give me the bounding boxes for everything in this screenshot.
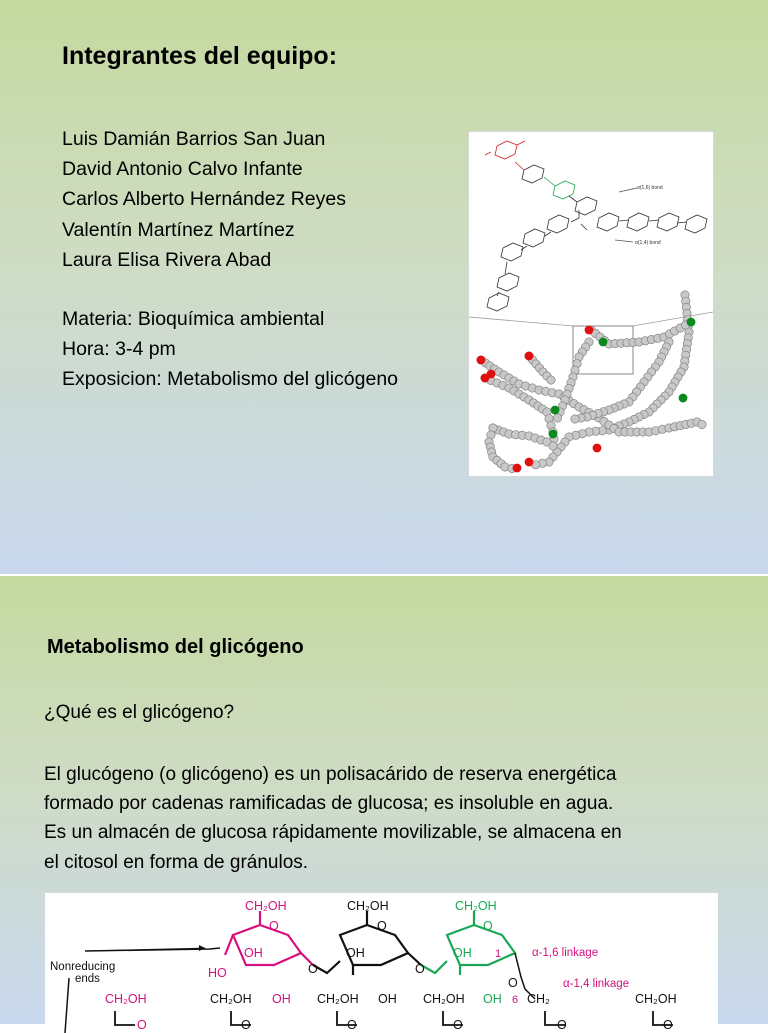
bottom-ring-fragments xyxy=(115,1011,673,1025)
label-ch2oh-2: CH₂OH xyxy=(347,899,389,913)
team-member: David Antonio Calvo Infante xyxy=(62,158,303,181)
label-ch2: CH₂ xyxy=(527,992,550,1006)
glucose-bead xyxy=(698,420,706,428)
paragraph-line: Es un almacén de glucosa rápidamente movilizable, se almacena en xyxy=(44,822,622,844)
label-nonreducing-1: Nonreducing xyxy=(50,961,116,973)
label-ring-o-3: O xyxy=(483,919,493,933)
label-glyco-o-2: O xyxy=(415,962,425,976)
glycogen-illustration xyxy=(469,132,713,476)
label-ch2oh-b3: CH₂OH xyxy=(317,992,359,1006)
slide-glycogen-metabolism xyxy=(0,576,768,1032)
label-glyco-o-1: O xyxy=(308,962,318,976)
glucose-bead xyxy=(549,442,557,450)
label-ring-o-1: O xyxy=(269,919,279,933)
label-o-b1: O xyxy=(137,1018,147,1032)
definition-paragraph xyxy=(44,760,744,877)
bond-14-label: α(1,4) bond xyxy=(635,240,661,246)
glucose-bead xyxy=(553,414,561,422)
label-oh-ring-3: OH xyxy=(453,946,472,960)
branch-point-bead xyxy=(599,338,608,347)
branch-point-bead xyxy=(551,406,560,415)
label-ho: HO xyxy=(208,966,227,980)
course-info xyxy=(62,304,398,394)
question-heading: ¿Qué es el glicógeno? xyxy=(44,702,235,723)
label-ring-o-2: O xyxy=(377,919,387,933)
label-ch2oh-b2: CH₂OH xyxy=(210,992,252,1006)
label-o-b2: O xyxy=(241,1018,251,1032)
label-ch2oh-b5: CH₂OH xyxy=(635,992,677,1006)
branch-point-bead xyxy=(679,394,688,403)
team-member: Valentín Martínez Martínez xyxy=(62,218,295,241)
branch-bonds xyxy=(65,948,535,1033)
label-alpha16: α-1,6 linkage xyxy=(532,947,599,959)
label-oh-ring-2: OH xyxy=(346,946,365,960)
label-carbon-6: 6 xyxy=(512,994,519,1006)
nonreducing-end-bead xyxy=(585,326,594,335)
label-ch2oh-b4: CH₂OH xyxy=(423,992,465,1006)
course-subject: Materia: Bioquímica ambiental xyxy=(62,308,325,330)
branch-point-bead xyxy=(687,318,696,327)
label-ch2oh-1: CH₂OH xyxy=(245,899,287,913)
nonreducing-end-bead xyxy=(477,356,486,365)
slide-title: Metabolismo del glicógeno xyxy=(47,636,304,658)
glucose-bead xyxy=(571,415,579,423)
glucose-ring-black xyxy=(313,911,421,975)
paragraph-line: el citosol en forma de gránulos. xyxy=(44,851,309,873)
nonreducing-end-bead xyxy=(593,444,602,453)
team-member: Luis Damián Barrios San Juan xyxy=(62,128,326,150)
glycogen-structure-figure xyxy=(468,131,714,477)
nonreducing-end-bead xyxy=(525,458,534,467)
glycogen-molecule-drawing xyxy=(485,141,707,311)
course-hour: Hora: 3-4 pm xyxy=(62,338,176,360)
label-oh-b3: OH xyxy=(483,992,502,1006)
label-o-b3: O xyxy=(347,1018,357,1032)
label-o-b4: O xyxy=(453,1018,463,1032)
paragraph-line: formado por cadenas ramificadas de glucosa; es insoluble en agua. xyxy=(44,793,614,815)
zoom-connector xyxy=(469,312,713,326)
nonreducing-end-bead xyxy=(513,464,522,473)
label-oh-b2: OH xyxy=(378,992,397,1006)
label-ch2oh-3: CH₂OH xyxy=(455,899,497,913)
course-topic: Exposicion: Metabolismo del glicógeno xyxy=(62,368,399,390)
nonreducing-end-bead xyxy=(481,374,490,383)
label-carbon-1: 1 xyxy=(495,948,502,960)
label-glyco-o-3: O xyxy=(508,976,518,990)
paragraph-line: El glucógeno (o glicógeno) es un polisacárido de reserva energética xyxy=(44,764,617,785)
glycogen-linkage-figure xyxy=(45,893,718,1033)
label-nonreducing-2: ends xyxy=(75,973,100,985)
linkage-diagram xyxy=(45,893,718,1033)
glucose-ring-green xyxy=(421,911,515,975)
bond-16-label: α(1,6) bond xyxy=(637,185,663,191)
nonreducing-end-bead xyxy=(525,352,534,361)
branch-point-bead xyxy=(549,430,558,439)
label-oh-b1: OH xyxy=(272,992,291,1006)
label-alpha14: α-1,4 linkage xyxy=(563,978,630,990)
team-member-list xyxy=(62,124,346,275)
label-o-b6: O xyxy=(663,1018,673,1032)
label-o-b5: O xyxy=(557,1018,567,1032)
glucose-bead xyxy=(547,376,555,384)
glucose-bead-chains xyxy=(477,291,707,473)
label-ch2oh-b1: CH₂OH xyxy=(105,992,147,1006)
slide-title: Integrantes del equipo: xyxy=(62,42,338,70)
team-member: Carlos Alberto Hernández Reyes xyxy=(62,188,346,211)
label-oh-ring-1: OH xyxy=(244,946,263,960)
team-member: Laura Elisa Rivera Abad xyxy=(62,248,272,271)
